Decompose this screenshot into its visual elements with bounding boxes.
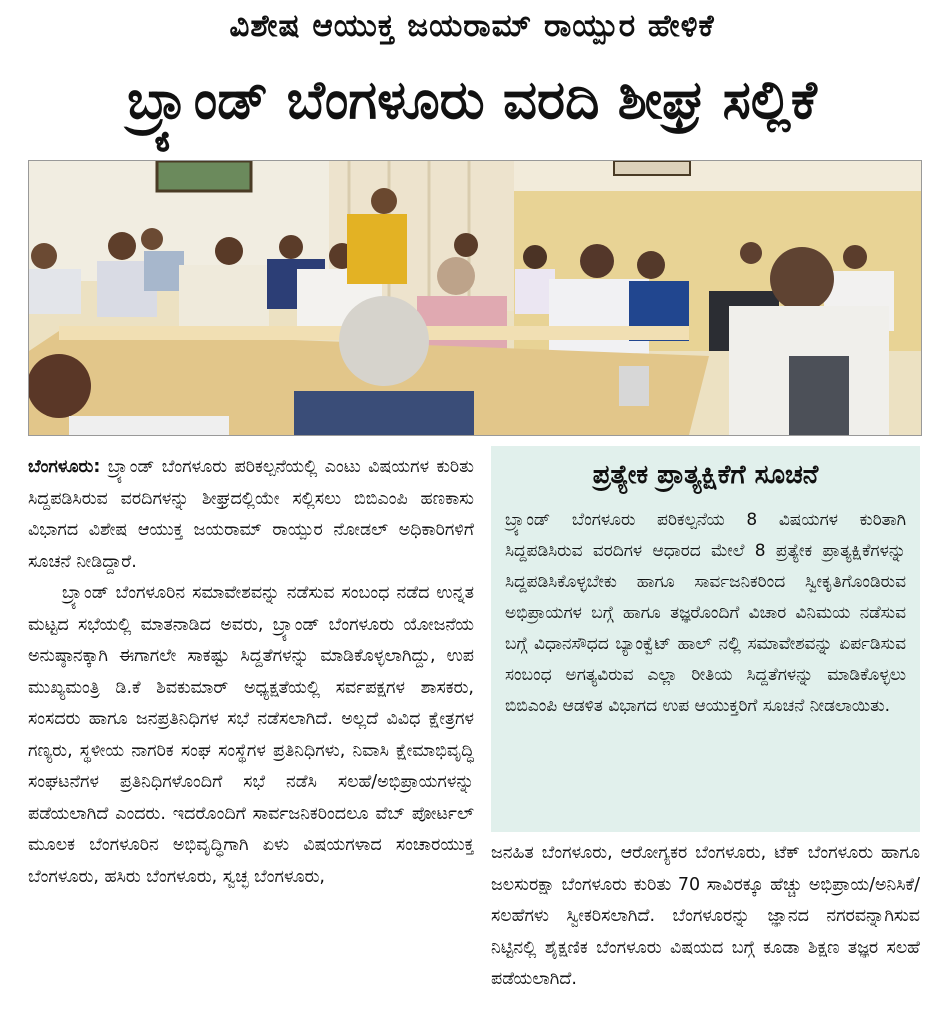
paragraph-1 bbox=[28, 452, 474, 578]
paragraph-2: ಬ್ರ್ಯಾಂಡ್ ಬೆಂಗಳೂರಿನ ಸಮಾವೇಶವನ್ನು ನಡೆಸುವ ಸಂಬಂಧ ನಡೆದ ಉನ್ನತ ಮಟ್ಟದ ಸಭೆಯಲ್ಲಿ ಮಾತನಾಡಿದ ಅವರು, ಬ್ರ್ಯಾಂಡ್ ಬೆಂಗಳೂರು ಯೋಜನೆಯ ಅನುಷ್ಠಾನಕ್ಕಾಗಿ ಈಗಾಗಲೇ ಸಾಕಷ್ಟು ಸಿದ್ದತೆಗಳನ್ನು ಮಾಡಿಕೊಳ್ಳಲಾಗಿದ್ದು, ಉಪ ಮುಖ್ಯಮಂತ್ರಿ ಡಿ.ಕೆ ಶಿವಕುಮಾರ್ ಅಧ್ಯಕ್ಷತೆಯಲ್ಲಿ ಸರ್ವಪಕ್ಷಗಳ ಶಾಸಕರು, ಸಂಸದರು ಹಾಗೂ ಜನಪ್ರತಿನಿಧಿಗಳ ಸಭೆ ನಡೆಸಲಾಗಿದೆ. ಅಲ್ಲದೆ ವಿವಿಧ ಕ್ಷೇತ್ರಗಳ ಗಣ್ಯರು, ಸ್ಥಳೀಯ ನಾಗರಿಕ ಸಂಘ ಸಂಸ್ಥೆಗಳ ಪ್ರತಿನಿಧಿಗಳು, ನಿವಾಸಿ ಕ್ಷೇಮಾಭಿವೃದ್ಧಿ ಸಂಘಟನೆಗಳ ಪ್ರತಿನಿಧಿಗಳೊಂದಿಗೆ ಸಭೆ ನಡೆಸಿ ಸಲಹೆ/ಅಭಿಪ್ರಾಯಗಳನ್ನು ಪಡೆಯಲಾಗಿದೆ ಎಂದರು. ಇದರೊಂದಿಗೆ ಸಾರ್ವಜನಿಕರಿಂದಲೂ ವೆಬ್ ಪೋರ್ಟಲ್ ಮೂಲಕ ಬೆಂಗಳೂರಿನ ಅಭಿವೃದ್ಧಿಗಾಗಿ ಏಳು ವಿಷಯಗಳಾದ ಸಂಚಾರಯುಕ್ತ ಬೆಂಗಳೂರು, ಹಸಿರು ಬೆಂಗಳೂರು, ಸ್ವಚ್ಛ ಬೆಂಗಳೂರು, bbox=[28, 583, 474, 887]
meeting-photo bbox=[28, 160, 922, 436]
headline: ಬ್ರ್ಯಾಂಡ್ ಬೆಂಗಳೂರು ವರದಿ ಶೀಘ್ರ ಸಲ್ಲಿಕೆ bbox=[127, 70, 817, 131]
sidebar-box bbox=[491, 446, 920, 832]
article-body-left bbox=[28, 452, 474, 1012]
dateline: ಬೆಂಗಳೂರು: bbox=[28, 457, 101, 477]
paragraph-3: ಜನಹಿತ ಬೆಂಗಳೂರು, ಆರೋಗ್ಯಕರ ಬೆಂಗಳೂರು, ಟೆಕ್ ಬೆಂಗಳೂರು ಹಾಗೂ ಜಲಸುರಕ್ಷಾ ಬೆಂಗಳೂರು ಕುರಿತು 70 ಸಾವಿರಕ್ಕೂ ಹೆಚ್ಚು ಅಭಿಪ್ರಾಯ/ಅನಿಸಿಕೆ/ಸಲಹೆಗಳು ಸ್ವೀಕರಿಸಲಾಗಿದೆ. ಬೆಂಗಳೂರನ್ನು ಜ್ಞಾನದ ನಗರವನ್ನಾಗಿಸುವ ನಿಟ್ಟಿನಲ್ಲಿ ಶೈಕ್ಷಣಿಕ ಬೆಂಗಳೂರು ವಿಷಯದ ಬಗ್ಗೆ ಕೂಡಾ ಶಿಕ್ಷಣ ತಜ್ಞರ ಸಲಹೆ ಪಡೆಯಲಾಗಿದೆ. bbox=[491, 843, 920, 989]
sidebar-title: ಪ್ರತ್ಯೇಕ ಪ್ರಾತ್ಯಕ್ಷಿಕೆಗೆ ಸೂಚನೆ bbox=[592, 460, 819, 490]
kicker: ವಿಶೇಷ ಆಯುಕ್ತ ಜಯರಾಮ್ ರಾಯ್ಪುರ ಹೇಳಿಕೆ bbox=[229, 8, 715, 44]
paragraph-1-text: ಬ್ರ್ಯಾಂಡ್ ಬೆಂಗಳೂರು ಪರಿಕಲ್ಪನೆಯಲ್ಲಿ ಎಂಟು ವಿಷಯಗಳ ಕುರಿತು ಸಿದ್ದಪಡಿಸಿರುವ ವರದಿಗಳನ್ನು ಶೀಘ್ರದಲ್ಲಿಯೇ ಸಲ್ಲಿಸಲು ಬಿಬಿಎಂಪಿ ಹಣಕಾಸು ವಿಭಾಗದ ವಿಶೇಷ ಆಯುಕ್ತ ಜಯರಾಮ್ ರಾಯ್ಪುರ ನೋಡಲ್ ಅಧಿಕಾರಿಗಳಿಗೆ ಸೂಚನೆ ನೀಡಿದ್ದಾರೆ. bbox=[28, 457, 474, 572]
sidebar-body: ಬ್ರ್ಯಾಂಡ್ ಬೆಂಗಳೂರು ಪರಿಕಲ್ಪನೆಯ 8 ವಿಷಯಗಳ ಕುರಿತಾಗಿ ಸಿದ್ದಪಡಿಸಿರುವ ವರದಿಗಳ ಆಧಾರದ ಮೇಲೆ 8 ಪ್ರತ್ಯೇಕ ಪ್ರಾತ್ಯಕ್ಷಿಕೆಗಳನ್ನು ಸಿದ್ದಪಡಿಸಿಕೊಳ್ಳಬೇಕು ಹಾಗೂ ಸಾರ್ವಜನಿಕರಿಂದ ಸ್ವೀಕೃತಿಗೊಂಡಿರುವ ಅಭಿಪ್ರಾಯಗಳ ಬಗ್ಗೆ ಹಾಗೂ ತಜ್ಞರೊಂದಿಗೆ ವಿಚಾರ ವಿನಿಮಯ ನಡೆಸುವ ಬಗ್ಗೆ ವಿಧಾನಸೌಧದ ಬ್ಯಾಂಕ್ವೆಟ್ ಹಾಲ್ ನಲ್ಲಿ ಸಮಾವೇಶವನ್ನು ಏರ್ಪಡಿಸುವ ಸಂಬಂಧ ಅಗತ್ಯವಿರುವ ಎಲ್ಲಾ ರೀತಿಯ ಸಿದ್ದತೆಗಳನ್ನು ಮಾಡಿಕೊಳ್ಳಲು ಬಿಬಿಎಂಪಿ ಆಡಳಿತ ವಿಭಾಗದ ಉಪ ಆಯುಕ್ತರಿಗೆ ಸೂಚನೆ ನೀಡಲಾಯಿತು. bbox=[505, 510, 906, 716]
